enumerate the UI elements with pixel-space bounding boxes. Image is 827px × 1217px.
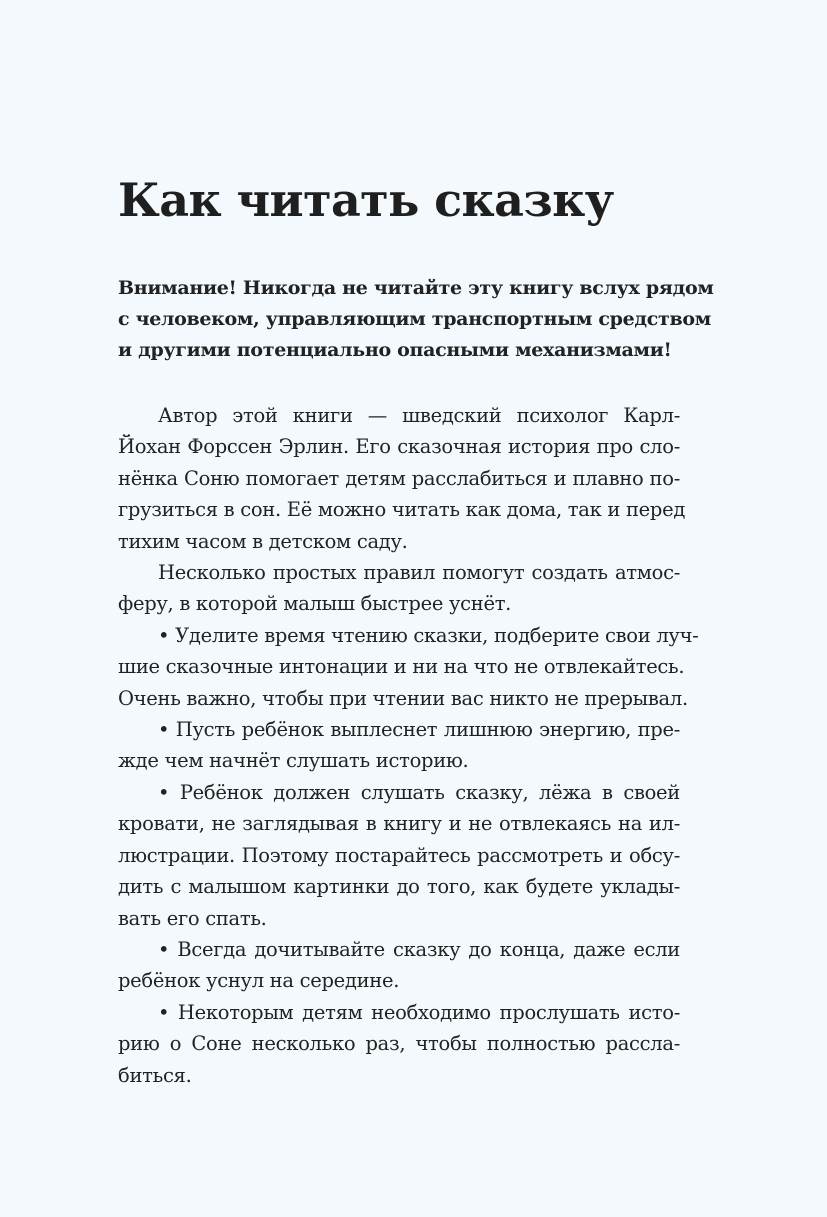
bullet-item bbox=[118, 777, 680, 934]
bullet-item bbox=[118, 620, 699, 714]
text-line: дить с малышом картинки до того, как будете уклады- bbox=[118, 875, 680, 899]
text-line: нёнка Соню помогает детям расслабиться и плавно по- bbox=[118, 466, 680, 490]
bullet-item bbox=[118, 934, 680, 997]
text-line: Несколько простых правил помогут создать атмос- bbox=[158, 561, 680, 585]
text-line: тихим часом в детском саду. bbox=[118, 529, 408, 553]
text-line: Автор этой книги — шведский психолог Карл- bbox=[158, 404, 680, 427]
text-line: шие сказочные интонации и ни на что не отвлекайтесь. bbox=[118, 655, 685, 679]
text-line: грузиться в сон. Её можно читать как дома, так и перед bbox=[118, 498, 686, 522]
bullet-item bbox=[118, 997, 680, 1091]
text-line: вать его спать. bbox=[118, 906, 267, 930]
warning-line: и другими потенциально опасными механизмами! bbox=[118, 339, 672, 361]
text-line: Очень важно, чтобы при чтении вас никто не прерывал. bbox=[118, 686, 688, 710]
warning-line: с человеком, управляющим транспортным средством bbox=[118, 308, 712, 330]
body-text bbox=[118, 400, 699, 1091]
text-line: кровати, не заглядывая в книгу и не отвлекаясь на ил- bbox=[118, 812, 680, 836]
text-line: рию о Соне несколько раз, чтобы полностью рассла- bbox=[118, 1032, 680, 1056]
text-line: • Всегда дочитывайте сказку до конца, даже если bbox=[158, 937, 680, 961]
text-line: феру, в которой малыш быстрее уснёт. bbox=[118, 592, 512, 616]
text-line: ребёнок уснул на середине. bbox=[118, 969, 400, 993]
paragraph-intro bbox=[118, 400, 686, 557]
page-title: Как читать сказку bbox=[118, 173, 614, 227]
text-line: жде чем начнёт слушать историю. bbox=[118, 749, 469, 773]
text-line: • Ребёнок должен слушать сказку, лёжа в своей bbox=[158, 780, 680, 804]
text-line: Йохан Форссен Эрлин. Его сказочная история про сло- bbox=[118, 435, 680, 459]
text-line: люстрации. Поэтому постарайтесь рассмотреть и обсу- bbox=[118, 843, 680, 867]
warning-notice bbox=[118, 273, 714, 366]
paragraph-rules-intro bbox=[118, 557, 680, 620]
text-line: биться. bbox=[118, 1063, 192, 1087]
warning-line: Внимание! Никогда не читайте эту книгу вслух рядом bbox=[118, 277, 714, 299]
bullet-item bbox=[118, 714, 680, 777]
text-line: • Уделите время чтению сказки, подберите свои луч- bbox=[158, 623, 699, 647]
text-line: • Пусть ребёнок выплеснет лишнюю энергию, пре- bbox=[158, 718, 680, 742]
text-line: • Некоторым детям необходимо прослушать исто- bbox=[158, 1000, 680, 1024]
